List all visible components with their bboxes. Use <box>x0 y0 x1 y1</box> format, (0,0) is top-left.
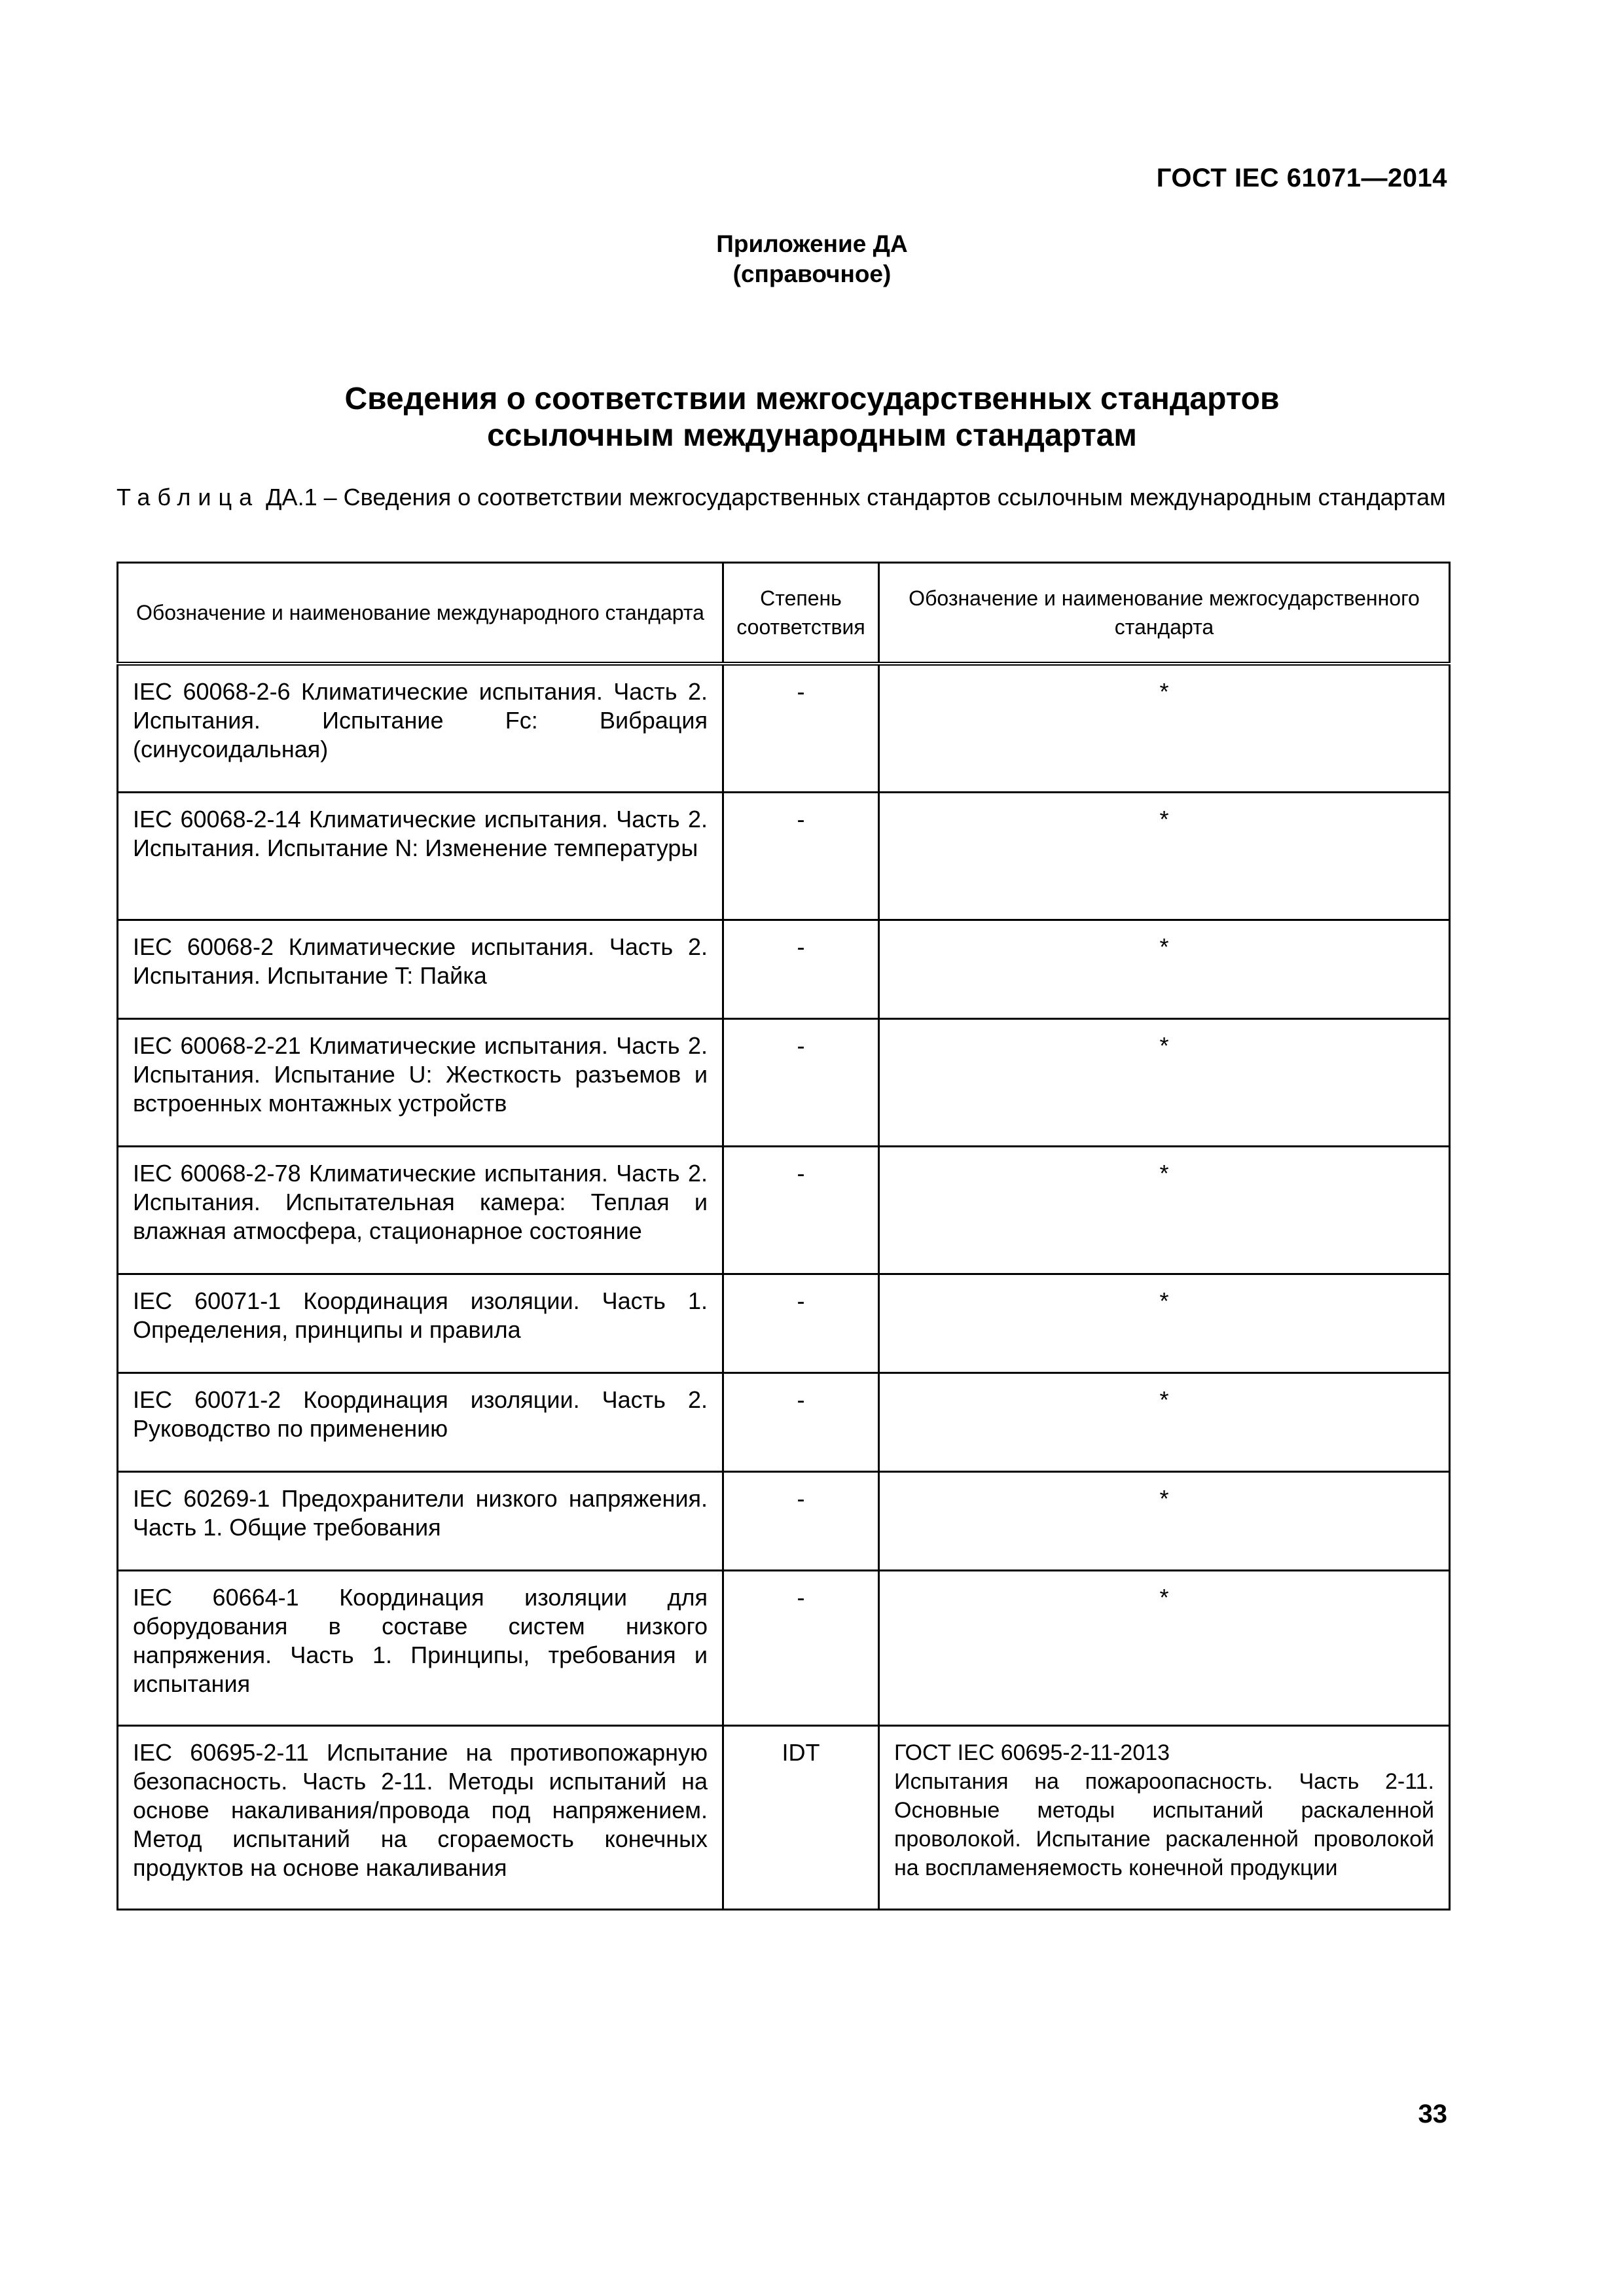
table-caption-prefix: Таблица <box>117 484 260 511</box>
interstate-standard-cell: * <box>879 664 1450 793</box>
table-caption-text: ДА.1 – Сведения о соответствии межгосударственных стандартов ссылочным международным стандартам <box>266 484 1446 511</box>
interstate-standard-code: ГОСТ IEC 60695-2-11-2013 <box>894 1740 1170 1765</box>
international-standard-cell: IEC 60664-1 Координация изоляции для оборудования в составе систем низкого напряжения. Часть 1. Принципы, требования и испытания <box>118 1571 723 1726</box>
international-standard-cell: IEC 60068-2-14 Климатические испытания. Часть 2. Испытания. Испытание N: Изменение температуры <box>118 793 723 920</box>
international-standard-cell: IEC 60068-2-21 Климатические испытания. Часть 2. Испытания. Испытание U: Жесткость разъемов и встроенных монтажных устройств <box>118 1019 723 1147</box>
header-international-standard: Обозначение и наименование международного стандарта <box>118 563 723 664</box>
degree-cell: - <box>723 1571 879 1726</box>
table-row <box>118 1019 1450 1147</box>
section-title-line-1: Сведения о соответствии межгосударственных стандартов <box>344 382 1280 416</box>
interstate-standard-cell <box>879 1726 1450 1910</box>
table-row <box>118 1472 1450 1571</box>
interstate-standard-cell: * <box>879 1147 1450 1274</box>
table-row <box>118 664 1450 793</box>
degree-cell: - <box>723 1019 879 1147</box>
international-standard-cell: IEC 60068-2-78 Климатические испытания. Часть 2. Испытания. Испытательная камера: Теплая и влажная атмосфера, стационарное состояние <box>118 1147 723 1274</box>
degree-cell: - <box>723 793 879 920</box>
international-standard-cell: IEC 60269-1 Предохранители низкого напряжения. Часть 1. Общие требования <box>118 1472 723 1571</box>
table-row <box>118 1274 1450 1373</box>
header-interstate-standard: Обозначение и наименование межгосударственного стандарта <box>879 563 1450 664</box>
interstate-standard-cell: * <box>879 920 1450 1019</box>
interstate-standard-cell: * <box>879 793 1450 920</box>
header-degree-of-correspondence: Степень соответствия <box>723 563 879 664</box>
degree-cell: IDT <box>723 1726 879 1910</box>
table-row <box>118 793 1450 920</box>
appendix-heading <box>0 229 1624 289</box>
degree-cell: - <box>723 1274 879 1373</box>
interstate-standard-title: Испытания на пожароопасность. Часть 2-11. Основные методы испытаний раскаленной проволокой. Испытание раскаленной проволокой на воспламеняемость конечной продукции <box>894 1769 1434 1880</box>
international-standard-cell: IEC 60071-1 Координация изоляции. Часть 1. Определения, принципы и правила <box>118 1274 723 1373</box>
table-row <box>118 1571 1450 1726</box>
table-header-row <box>118 563 1450 664</box>
appendix-title: Приложение ДА <box>716 230 908 257</box>
degree-cell: - <box>723 664 879 793</box>
international-standard-cell: IEC 60071-2 Координация изоляции. Часть 2. Руководство по применению <box>118 1373 723 1472</box>
section-title <box>0 381 1624 454</box>
section-title-line-2: ссылочным международным стандартам <box>487 418 1137 453</box>
degree-cell: - <box>723 920 879 1019</box>
correspondence-table <box>117 562 1451 1910</box>
table-row <box>118 1373 1450 1472</box>
page-number: 33 <box>1418 2100 1447 2128</box>
degree-cell: - <box>723 1472 879 1571</box>
international-standard-cell: IEC 60068-2 Климатические испытания. Часть 2. Испытания. Испытание T: Пайка <box>118 920 723 1019</box>
appendix-subtitle: (справочное) <box>732 260 892 287</box>
degree-cell: - <box>723 1373 879 1472</box>
international-standard-cell: IEC 60695-2-11 Испытание на противопожарную безопасность. Часть 2-11. Методы испытаний на основе накаливания/провода под напряжением. Метод испытаний на сгораемость конечных продуктов на основе накаливания <box>118 1726 723 1910</box>
interstate-standard-cell: * <box>879 1019 1450 1147</box>
table-row <box>118 1147 1450 1274</box>
degree-cell: - <box>723 1147 879 1274</box>
table-row <box>118 1726 1450 1910</box>
interstate-standard-cell: * <box>879 1274 1450 1373</box>
interstate-standard-cell: * <box>879 1472 1450 1571</box>
interstate-standard-cell: * <box>879 1373 1450 1472</box>
international-standard-cell: IEC 60068-2-6 Климатические испытания. Часть 2. Испытания. Испытание Fc: Вибрация (синусоидальная) <box>118 664 723 793</box>
table-caption <box>117 483 1449 512</box>
table-row <box>118 920 1450 1019</box>
interstate-standard-cell: * <box>879 1571 1450 1726</box>
document-code-header: ГОСТ IEC 61071—2014 <box>1156 164 1447 192</box>
